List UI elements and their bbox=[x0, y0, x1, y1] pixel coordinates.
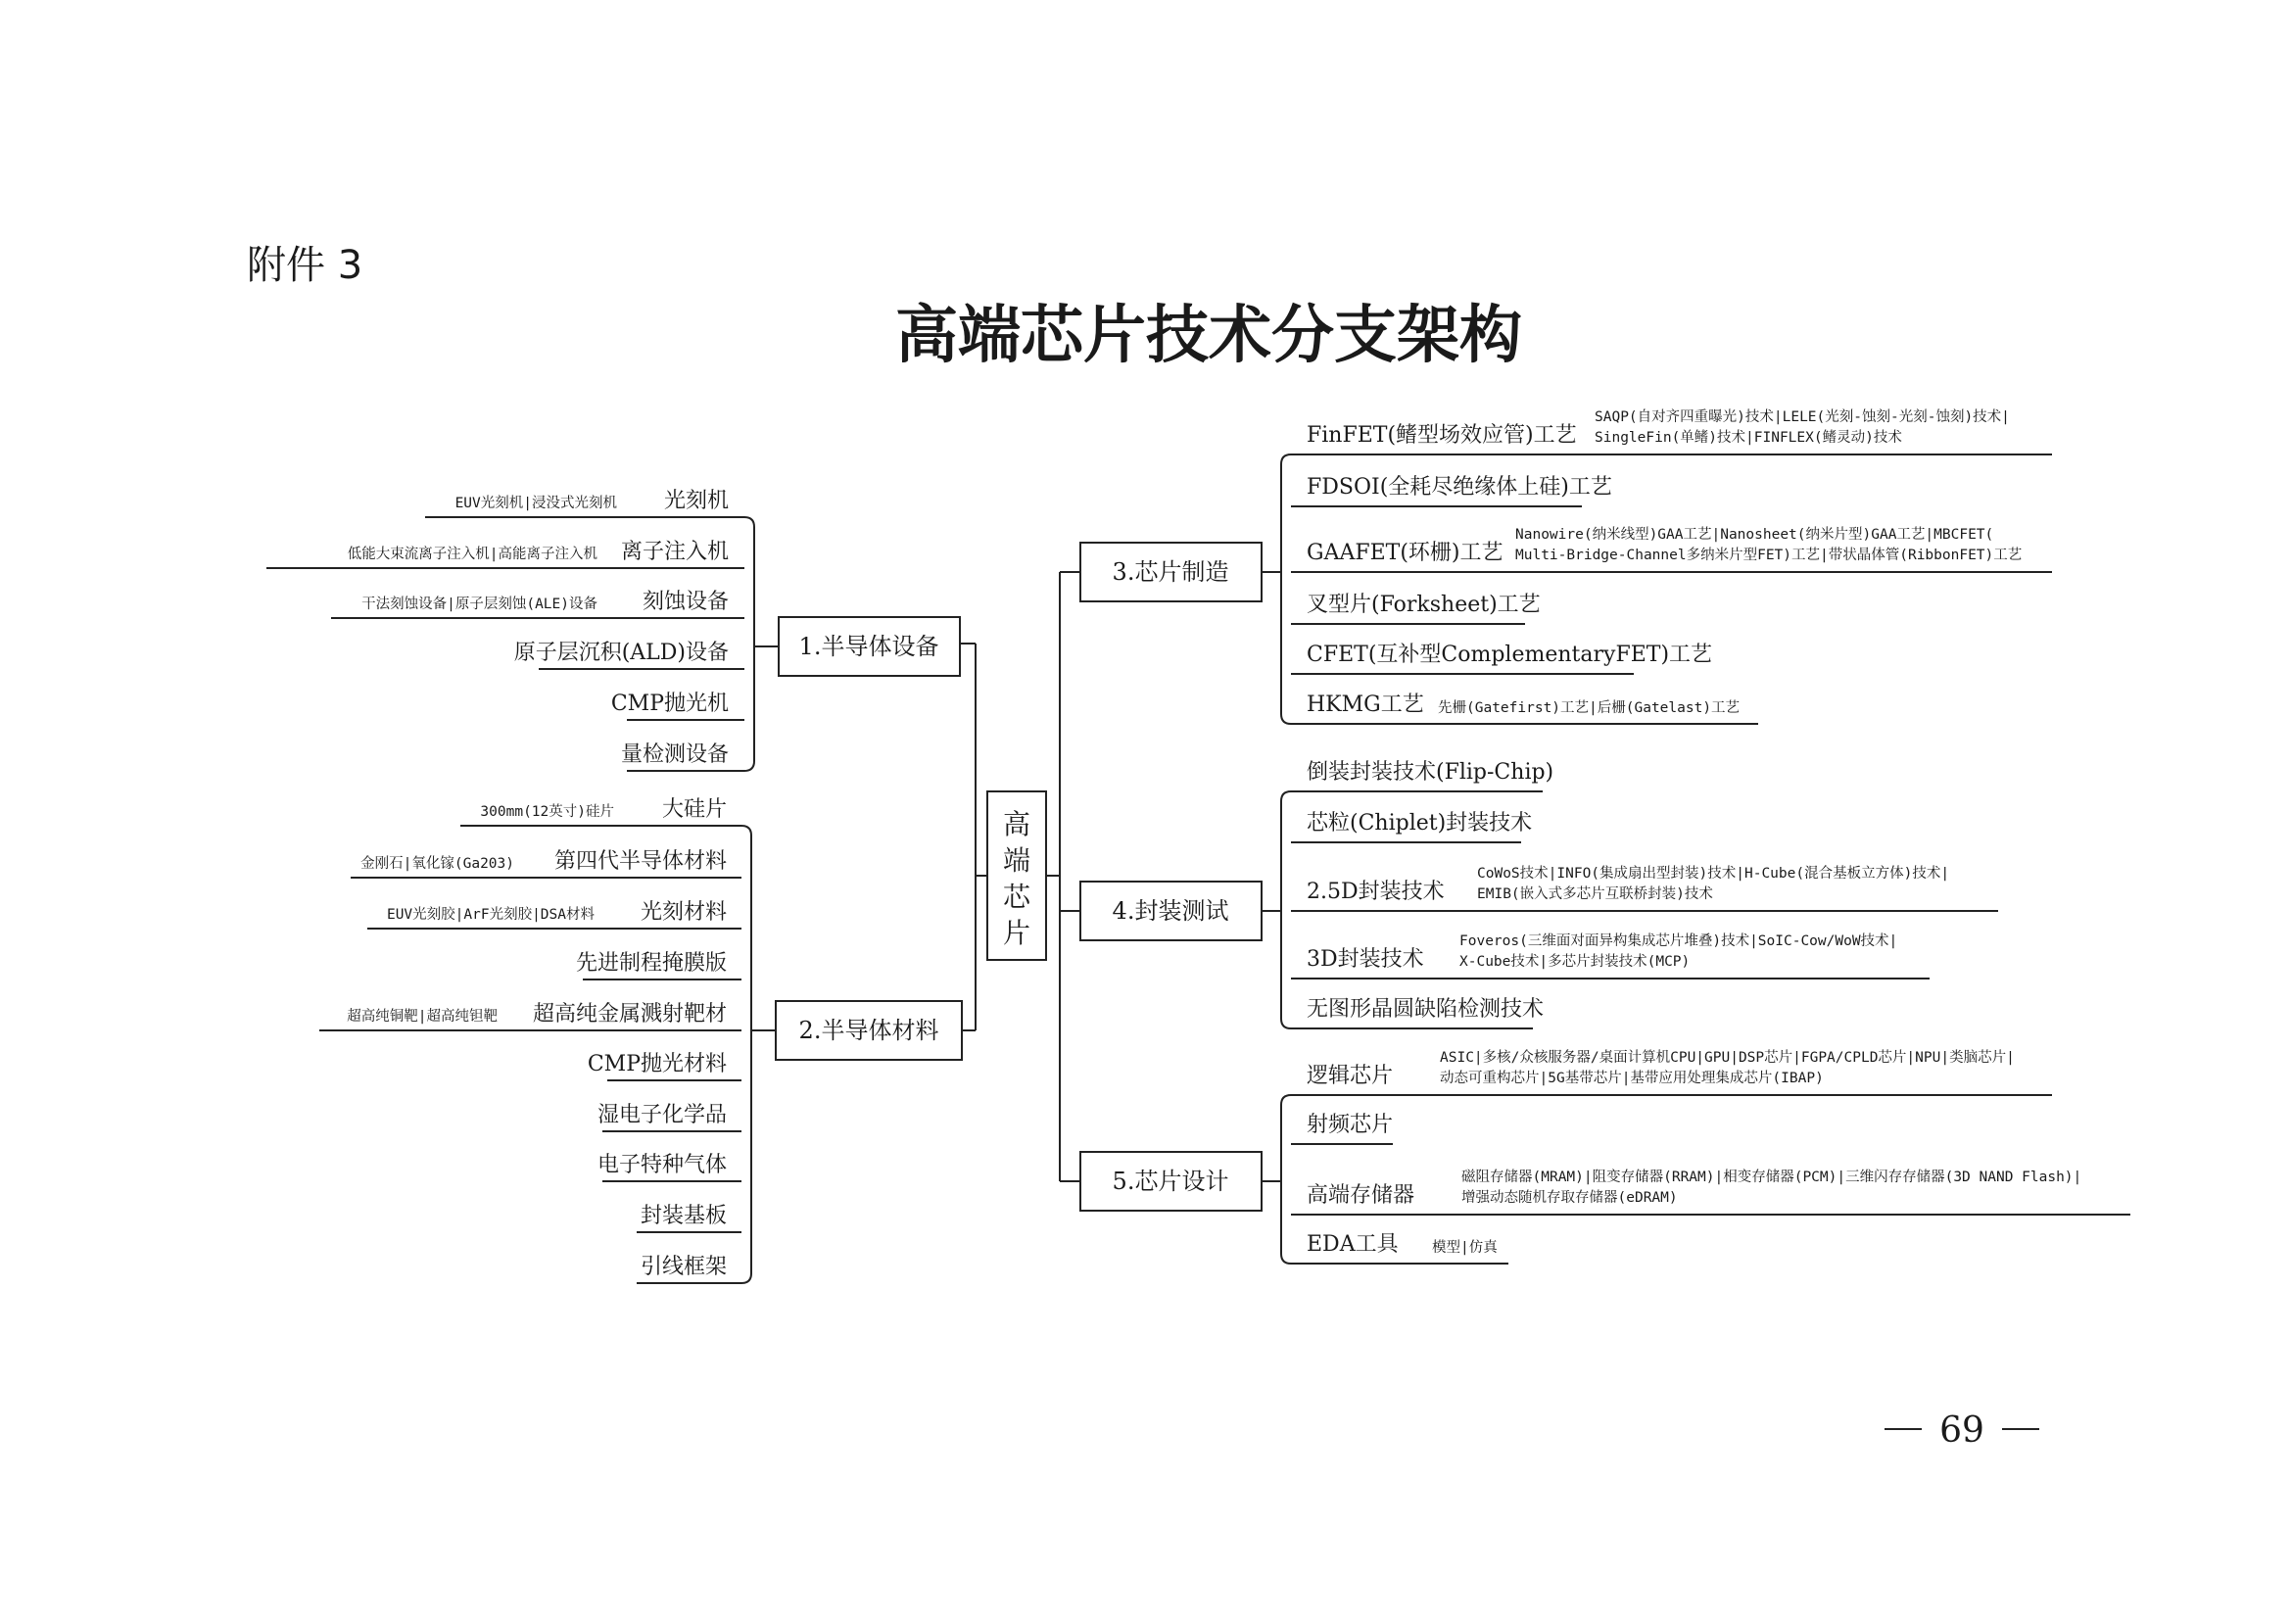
leaf-item bbox=[319, 1002, 741, 1030]
leaf-item bbox=[331, 590, 744, 618]
leaf-item bbox=[514, 641, 744, 669]
leaf-label: 芯粒(Chiplet)封装技术 bbox=[1307, 811, 1533, 836]
leaf-label: 2.5D封装技术 bbox=[1307, 880, 1445, 904]
leaf-item bbox=[1291, 643, 1712, 674]
leaf-label: 封装基板 bbox=[640, 1204, 727, 1228]
leaf-label: 倒装封装技术(Flip-Chip) bbox=[1307, 760, 1554, 785]
leaf-label: 逻辑芯片 bbox=[1307, 1064, 1394, 1088]
leaf-detail: 动态可重构芯片|5G基带芯片|基带应用处理集成芯片(IBAP) bbox=[1440, 1071, 1824, 1086]
leaf-item bbox=[637, 1255, 741, 1283]
root-char: 芯 bbox=[1002, 881, 1031, 913]
branch-b4-leaves bbox=[1262, 760, 1998, 1028]
leaf-detail: SingleFin(单鳍)技术|FINFLEX(鳍灵动)技术 bbox=[1595, 430, 1902, 446]
branch-label: 5.芯片设计 bbox=[1112, 1168, 1229, 1195]
leaf-label: 3D封装技术 bbox=[1307, 947, 1424, 972]
branch-trunk bbox=[741, 826, 751, 1283]
root-left-connectors bbox=[960, 644, 987, 1030]
leaf-item bbox=[1291, 931, 1930, 979]
leaf-item bbox=[597, 1103, 741, 1131]
branch-b5-leaves bbox=[1262, 1048, 2130, 1264]
leaf-detail: 先栅(Gatefirst)工艺|后栅(Gatelast)工艺 bbox=[1438, 700, 1741, 716]
leaf-detail: 低能大束流离子注入机|高能离子注入机 bbox=[347, 547, 597, 562]
leaf-item bbox=[597, 1153, 741, 1181]
leaf-label: 第四代半导体材料 bbox=[553, 849, 727, 874]
branch-b2-leaves bbox=[319, 797, 776, 1283]
branch-label: 1.半导体设备 bbox=[798, 633, 939, 660]
leaf-item bbox=[1291, 997, 1544, 1028]
leaf-item bbox=[1291, 525, 2052, 572]
leaf-item bbox=[576, 951, 741, 979]
leaf-label: GAAFET(环栅)工艺 bbox=[1307, 541, 1503, 565]
leaf-item bbox=[351, 849, 741, 878]
leaf-detail: 干法刻蚀设备|原子层刻蚀(ALE)设备 bbox=[361, 597, 597, 612]
branch-trunk bbox=[1281, 454, 1291, 724]
branch-box-packaging-testing bbox=[1080, 882, 1262, 940]
leaf-detail: 金刚石|氧化镓(Ga203) bbox=[360, 856, 514, 872]
leaf-label: 原子层沉积(ALD)设备 bbox=[513, 641, 729, 665]
branch-box-semiconductor-materials bbox=[776, 1001, 962, 1060]
leaf-detail: SAQP(自对齐四重曝光)技术|LELE(光刻-蚀刻-光刻-蚀刻)技术| bbox=[1595, 409, 2010, 425]
branch-b3-leaves bbox=[1262, 407, 2052, 724]
leaf-label: 无图形晶圆缺陷检测技术 bbox=[1307, 997, 1545, 1022]
leaf-item bbox=[1291, 407, 2052, 454]
leaf-item bbox=[637, 1204, 741, 1232]
leaf-label: CFET(互补型ComplementaryFET)工艺 bbox=[1307, 643, 1713, 667]
leaf-detail: ASIC|多核/众核服务器/桌面计算机CPU|GPU|DSP芯片|FGPA/CPLD芯片|NPU|类脑芯片| bbox=[1440, 1050, 2015, 1066]
branch-trunk bbox=[1281, 791, 1291, 1028]
leaf-detail: 300mm(12英寸)硅片 bbox=[480, 804, 614, 820]
leaf-item bbox=[1291, 1113, 1393, 1144]
leaf-label: 刻蚀设备 bbox=[642, 590, 729, 614]
page-title: 高端芯片技术分支架构 bbox=[895, 299, 1522, 372]
leaf-detail: EUV光刻胶|ArF光刻胶|DSA材料 bbox=[386, 907, 595, 923]
leaf-item bbox=[1291, 864, 1998, 911]
leaf-item bbox=[611, 692, 744, 720]
leaf-label: 湿电子化学品 bbox=[597, 1103, 727, 1127]
branch-trunk bbox=[744, 517, 754, 771]
leaf-item bbox=[425, 489, 744, 517]
leaf-item bbox=[1291, 1232, 1508, 1264]
root-right-connectors bbox=[1046, 572, 1080, 1181]
branch-trunk bbox=[1281, 1095, 1291, 1264]
leaf-item bbox=[1291, 1168, 2130, 1215]
annex-label: 附件 3 bbox=[247, 243, 363, 288]
branch-b1-leaves bbox=[266, 489, 779, 771]
leaf-detail: 增强动态随机存取存储器(eDRAM) bbox=[1461, 1190, 1678, 1206]
leaf-label: 量检测设备 bbox=[620, 742, 729, 767]
leaf-label: 离子注入机 bbox=[620, 540, 729, 564]
leaf-label: 超高纯金属溅射靶材 bbox=[532, 1002, 727, 1027]
leaf-detail: CoWoS技术|INFO(集成扇出型封装)技术|H-Cube(混合基板立方体)技术| bbox=[1477, 866, 1950, 882]
leaf-detail: 磁阻存储器(MRAM)|阻变存储器(RRAM)|相变存储器(PCM)|三维闪存存储器(3D NAND Flash)| bbox=[1461, 1170, 2082, 1185]
leaf-item bbox=[1291, 693, 1758, 724]
branch-box-semiconductor-equipment bbox=[779, 617, 960, 676]
leaf-item bbox=[1291, 760, 1553, 791]
leaf-label: 电子特种气体 bbox=[597, 1153, 727, 1177]
leaf-label: HKMG工艺 bbox=[1307, 693, 1424, 717]
leaf-label: 光刻材料 bbox=[640, 900, 727, 925]
leaf-item bbox=[621, 742, 744, 771]
leaf-label: CMP抛光机 bbox=[610, 692, 729, 716]
leaf-label: 光刻机 bbox=[663, 489, 729, 513]
root-char: 端 bbox=[1002, 844, 1031, 877]
leaf-item bbox=[266, 540, 744, 568]
leaf-label: 射频芯片 bbox=[1307, 1113, 1394, 1137]
leaf-label: 先进制程掩膜版 bbox=[575, 951, 727, 976]
leaf-label: 引线框架 bbox=[640, 1255, 727, 1279]
leaf-item bbox=[1291, 811, 1532, 842]
root-node bbox=[987, 791, 1046, 960]
branch-box-chip-design bbox=[1080, 1152, 1262, 1211]
leaf-label: FinFET(鳍型场效应管)工艺 bbox=[1307, 423, 1577, 448]
leaf-label: FDSOI(全耗尽绝缘体上硅)工艺 bbox=[1307, 475, 1612, 500]
branch-label: 4.封装测试 bbox=[1112, 897, 1229, 925]
leaf-item bbox=[588, 1052, 741, 1080]
leaf-item bbox=[1291, 593, 1541, 624]
leaf-detail: Nanowire(纳米线型)GAA工艺|Nanosheet(纳米片型)GAA工艺|MBCFET( bbox=[1515, 527, 1994, 543]
leaf-detail: EMIB(嵌入式多芯片互联桥封装)技术 bbox=[1477, 886, 1713, 902]
leaf-label: 大硅片 bbox=[661, 797, 727, 822]
leaf-label: EDA工具 bbox=[1307, 1232, 1399, 1257]
leaf-detail: X-Cube技术|多芯片封装技术(MCP) bbox=[1459, 954, 1691, 970]
leaf-item bbox=[367, 900, 741, 929]
page-number: 69 bbox=[1939, 1410, 1984, 1451]
branch-box-chip-manufacturing bbox=[1080, 543, 1262, 601]
branch-label: 3.芯片制造 bbox=[1112, 558, 1229, 586]
leaf-label: CMP抛光材料 bbox=[587, 1052, 727, 1076]
leaf-detail: 超高纯铜靶|超高纯钽靶 bbox=[347, 1009, 498, 1025]
leaf-item bbox=[1291, 1048, 2052, 1095]
leaf-label: 高端存储器 bbox=[1307, 1183, 1415, 1208]
leaf-detail: 模型|仿真 bbox=[1432, 1240, 1498, 1256]
root-char: 片 bbox=[1002, 917, 1031, 949]
leaf-label: 叉型片(Forksheet)工艺 bbox=[1307, 593, 1541, 617]
leaf-item bbox=[460, 797, 741, 826]
leaf-detail: Multi-Bridge-Channel多纳米片型FET)工艺|带状晶体管(RibbonFET)工艺 bbox=[1515, 548, 2023, 563]
leaf-detail: Foveros(三维面对面异构集成芯片堆叠)技术|SoIC-Cow/WoW技术| bbox=[1459, 933, 1898, 949]
branch-label: 2.半导体材料 bbox=[798, 1017, 939, 1044]
leaf-detail: EUV光刻机|浸没式光刻机 bbox=[454, 496, 617, 511]
leaf-item bbox=[1291, 475, 1612, 506]
root-char: 高 bbox=[1002, 808, 1031, 840]
